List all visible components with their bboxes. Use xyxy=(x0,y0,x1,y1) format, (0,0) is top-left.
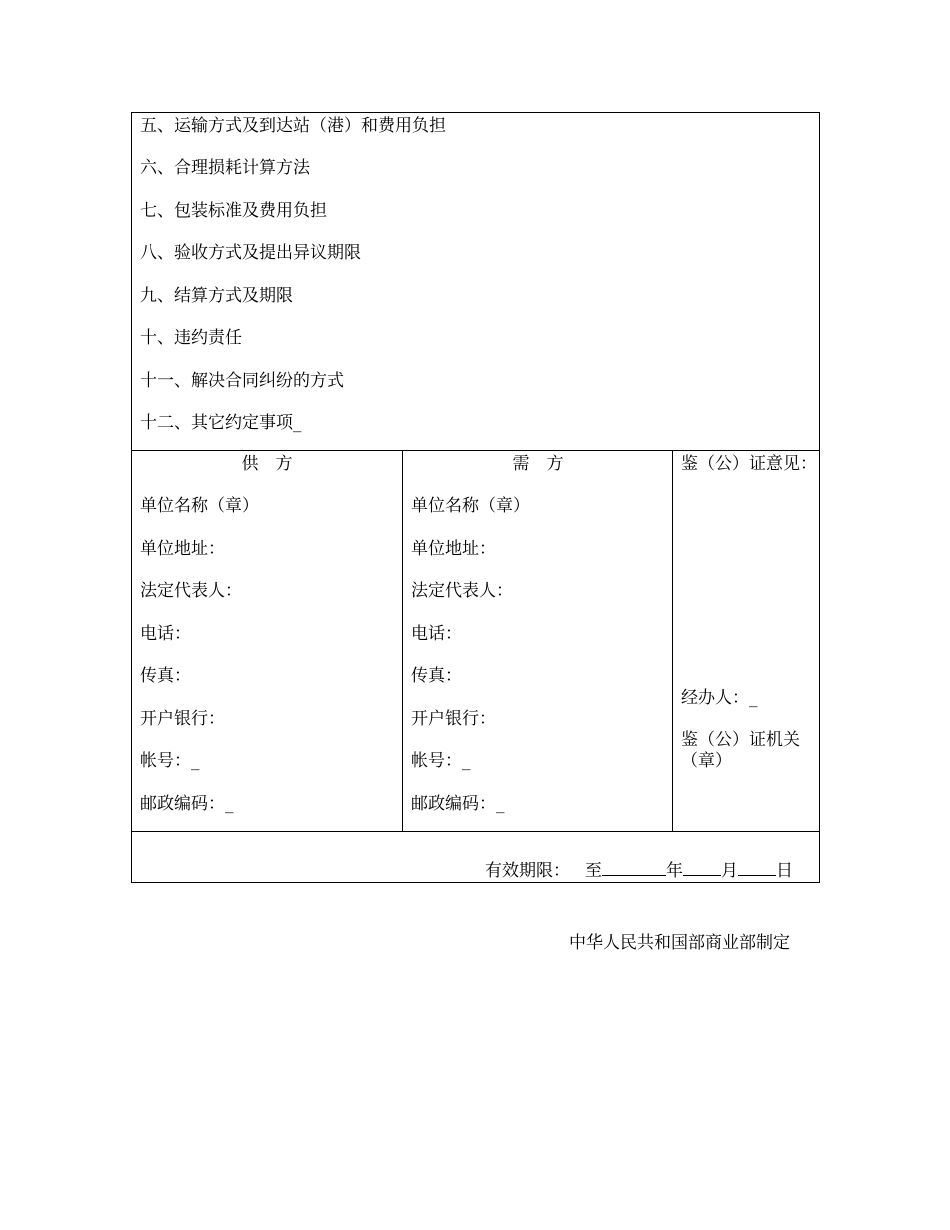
supplier-field: 法定代表人： xyxy=(140,581,242,601)
col-divider-2 xyxy=(672,450,673,832)
contract-form-table xyxy=(131,112,820,883)
supplier-heading: 供 方 xyxy=(241,454,293,474)
clause-6: 六、合理损耗计算方法 xyxy=(140,158,310,178)
clause-5: 五、运输方式及到达站（港）和费用负担 xyxy=(140,116,446,136)
validity-month: 月 xyxy=(721,861,738,881)
clause-7: 七、包装标准及费用负担 xyxy=(140,201,327,221)
buyer-field: 单位名称（章） xyxy=(411,496,530,516)
clause-9: 九、结算方式及期限 xyxy=(140,286,293,306)
notary-authority-seal: （章） xyxy=(681,751,732,771)
col-divider-1 xyxy=(402,450,403,832)
clause-8: 八、验收方式及提出异议期限 xyxy=(140,243,361,263)
buyer-field: 邮政编码：_ xyxy=(411,794,505,814)
validity-month-blank xyxy=(683,861,721,876)
supplier-field: 单位名称（章） xyxy=(140,496,259,516)
buyer-field: 帐号：_ xyxy=(411,751,471,771)
buyer-field: 法定代表人： xyxy=(411,581,513,601)
notary-opinion-label: 鉴（公）证意见： xyxy=(681,454,817,474)
supplier-field: 传真： xyxy=(140,666,191,686)
issuer-footer: 中华人民共和国部商业部制定 xyxy=(569,933,790,953)
buyer-field: 开户银行： xyxy=(411,709,496,729)
clause-10: 十、违约责任 xyxy=(140,328,242,348)
supplier-field: 电话： xyxy=(140,624,191,644)
buyer-heading: 需 方 xyxy=(512,454,564,474)
buyer-field: 电话： xyxy=(411,624,462,644)
buyer-field: 单位地址： xyxy=(411,539,496,559)
notary-authority-label: 鉴（公）证机关 xyxy=(681,730,800,750)
validity-year: 年 xyxy=(666,861,683,881)
supplier-field: 邮政编码：_ xyxy=(140,794,234,814)
validity-to: 至 xyxy=(585,861,602,881)
clause-12: 十二、其它约定事项_ xyxy=(140,413,302,433)
validity-day-blank xyxy=(738,861,776,876)
row-divider-parties xyxy=(132,831,819,832)
buyer-field: 传真： xyxy=(411,666,462,686)
row-divider-clauses xyxy=(132,450,819,451)
validity-year-blank xyxy=(602,861,666,876)
validity-period xyxy=(485,861,793,881)
supplier-field: 开户银行： xyxy=(140,709,225,729)
notary-handler-label: 经办人：_ xyxy=(681,688,758,708)
validity-label: 有效期限： xyxy=(485,861,570,881)
validity-day: 日 xyxy=(776,861,793,881)
clause-11: 十一、解决合同纠纷的方式 xyxy=(140,371,344,391)
supplier-field: 帐号：_ xyxy=(140,751,200,771)
supplier-field: 单位地址： xyxy=(140,539,225,559)
